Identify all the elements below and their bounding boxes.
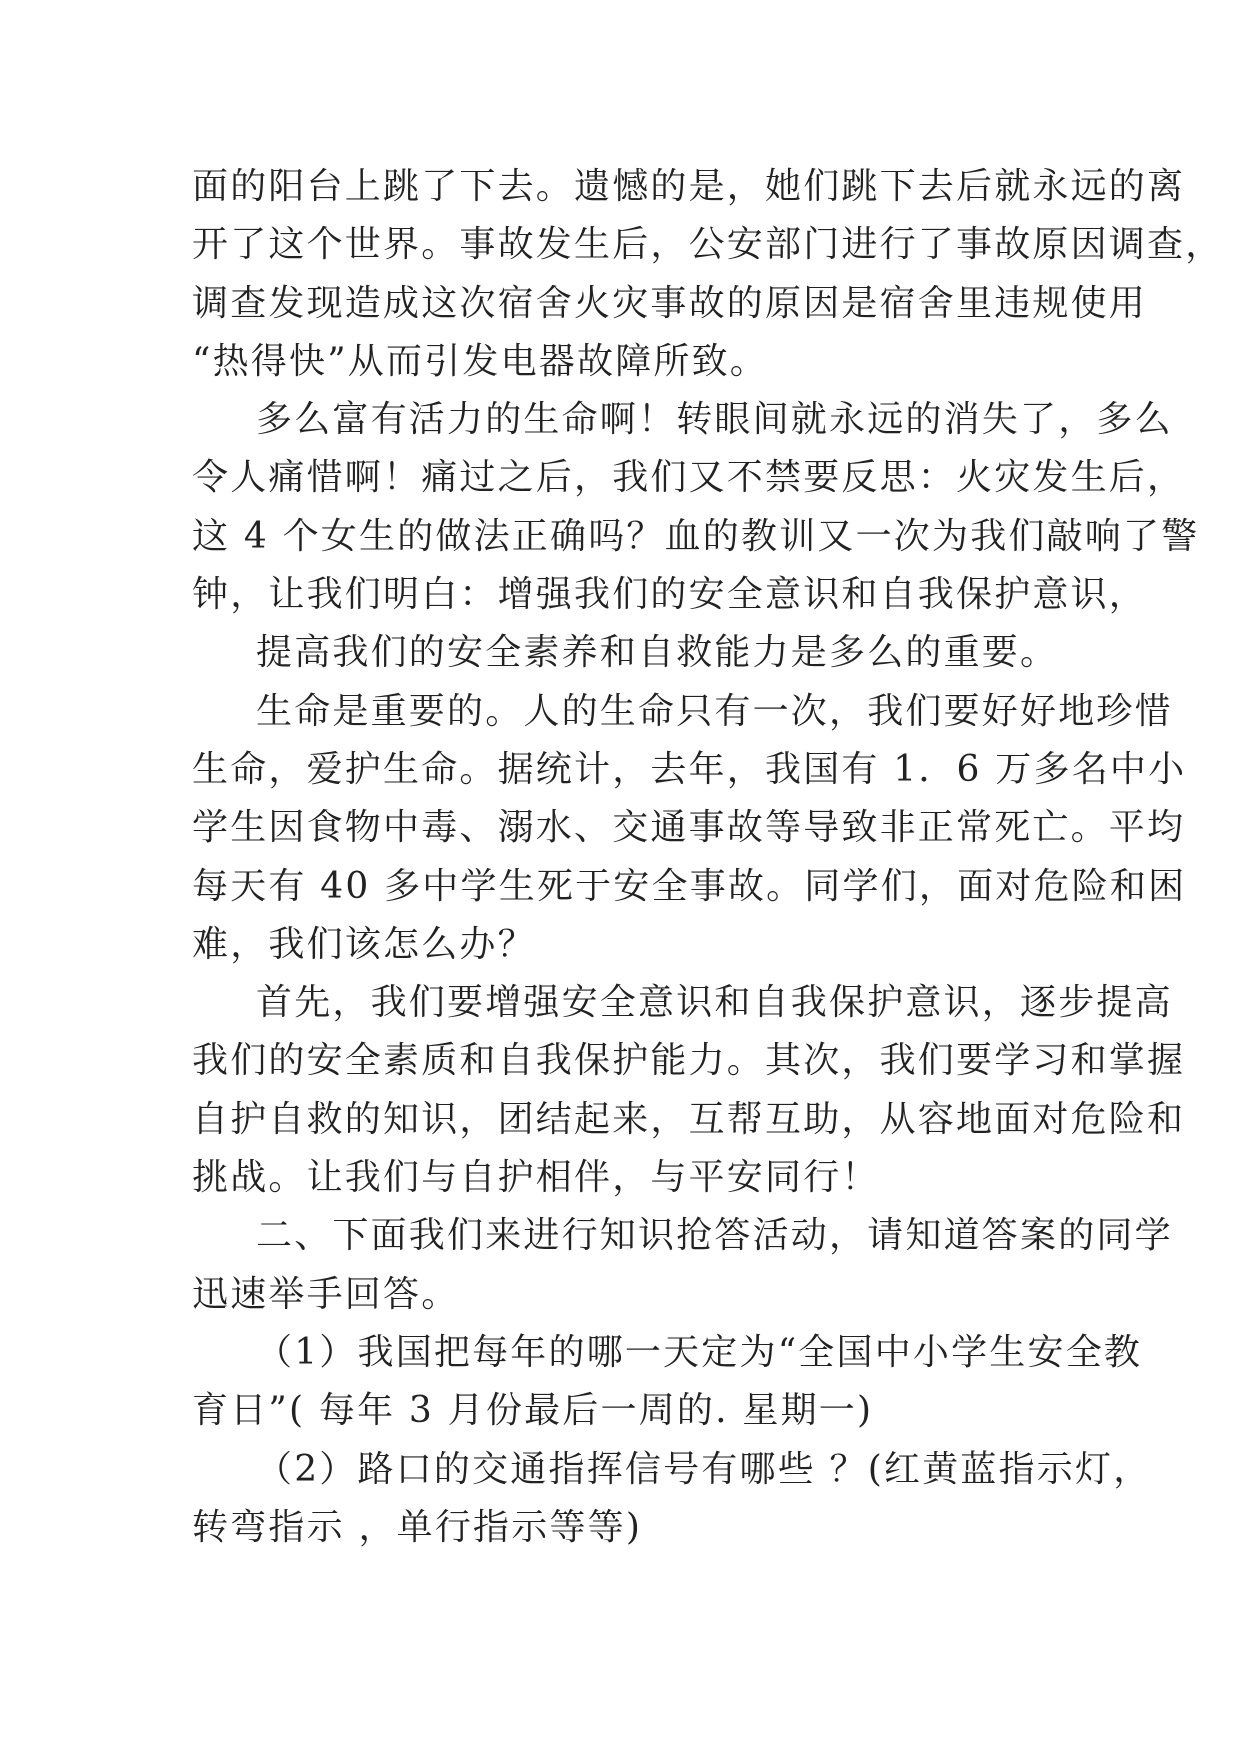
text-line: 我们的安全素质和自我保护能力。其次，我们要学习和掌握	[192, 1040, 1186, 1082]
paragraph-3	[192, 624, 1057, 682]
text-line: （1）我国把每年的哪一天定为“全国中小学生安全教	[256, 1331, 1143, 1373]
paragraph-6	[192, 1207, 1173, 1324]
text-line: 生命，爱护生命。据统计，去年，我国有 1．6 万多名中小	[192, 748, 1187, 790]
text-line: 转弯指示 ，单行指示等等)	[192, 1506, 643, 1548]
text-line: 学生因食物中毒、溺水、交通事故等导致非正常死亡。平均	[192, 807, 1186, 849]
text-line: 这 4 个女生的做法正确吗？血的教训又一次为我们敲响了警	[192, 515, 1200, 557]
paragraph-5	[192, 974, 1186, 1207]
text-line: 面的阳台上跳了下去。遗憾的是，她们跳下去后就永远的离	[192, 166, 1186, 207]
text-line: 二、下面我们来进行知识抢答活动，请知道答案的同学	[256, 1215, 1173, 1257]
text-line: 多么富有活力的生命啊！转眼间就永远的消失了，多么	[256, 399, 1173, 441]
text-line: 生命是重要的。人的生命只有一次，我们要好好地珍惜	[256, 690, 1173, 732]
paragraph-7	[192, 1324, 1143, 1441]
text-line: 育日”( 每年 3 月份最后一周的. 星期一)	[192, 1390, 874, 1432]
text-line: 开了这个世界。事故发生后，公安部门进行了事故原因调查，	[192, 224, 1224, 266]
text-line: 提高我们的安全素养和自救能力是多么的重要。	[256, 632, 1059, 674]
text-line: 调查发现造成这次宿舍火灾事故的原因是宿舍里违规使用	[192, 282, 1148, 324]
text-line: 难，我们该怎么办？	[192, 923, 536, 965]
text-line: 自护自救的知识，团结起来，互帮互助，从容地面对危险和	[192, 1098, 1186, 1140]
text-line: 每天有 40 多中学生死于安全事故。同学们，面对危险和困	[192, 865, 1187, 907]
paragraph-8	[192, 1441, 1152, 1558]
text-line: 挑战。让我们与自护相伴，与平安同行！	[192, 1157, 880, 1199]
text-line: 令人痛惜啊！痛过之后，我们又不禁要反思：火灾发生后，	[192, 457, 1186, 499]
paragraph-2	[192, 391, 1200, 624]
text-line: （2）路口的交通指挥信号有哪些 ？(红黄蓝指示灯，	[256, 1448, 1152, 1490]
document-body	[192, 158, 1224, 1557]
text-line: 钟，让我们明白：增强我们的安全意识和自我保护意识，	[192, 574, 1148, 616]
text-line: 迅速举手回答。	[192, 1273, 460, 1315]
text-line: 首先，我们要增强安全意识和自我保护意识，逐步提高	[256, 982, 1173, 1024]
text-line: “热得快”从而引发电器故障所致。	[192, 340, 769, 382]
paragraph-4	[192, 683, 1187, 974]
paragraph-1	[192, 158, 1224, 391]
